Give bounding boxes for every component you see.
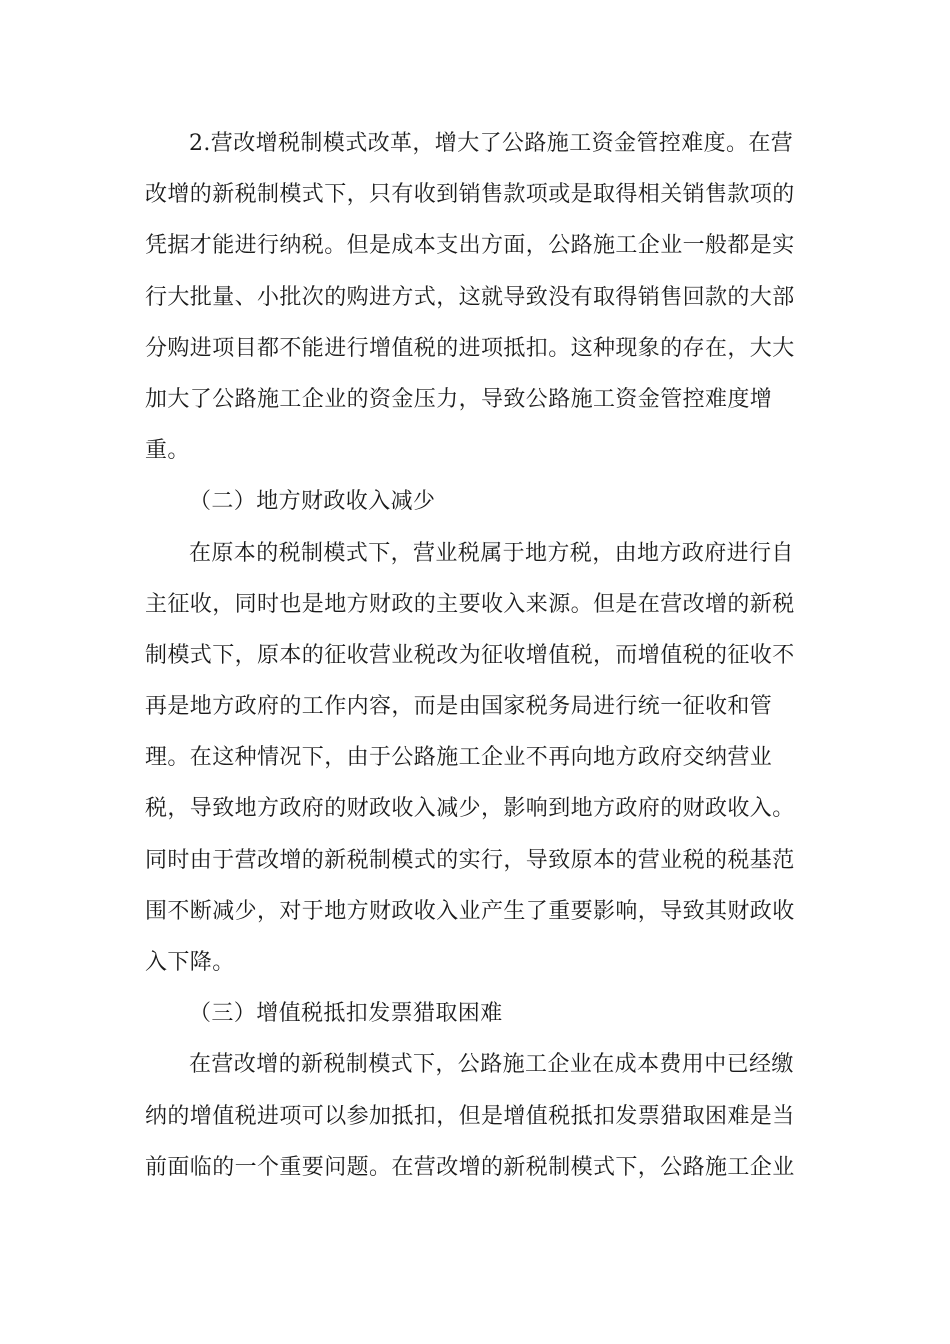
paragraph-3 (145, 1039, 800, 1193)
paragraph-line: 再是地方政府的工作内容，而是由国家税务局进行统一征收和管 (145, 694, 773, 720)
paragraph-line: 在营改增的新税制模式下，公路施工企业在成本费用中已经缴 (189, 1052, 794, 1078)
paragraph-line: 改增的新税制模式下，只有收到销售款项或是取得相关销售款项的 (145, 182, 795, 208)
paragraph-line: 前面临的一个重要问题。在营改增的新税制模式下，公路施工企业 (145, 1154, 795, 1180)
document-body (145, 118, 800, 1193)
paragraph-line: 纳的增值税进项可以参加抵扣，但是增值税抵扣发票猎取困难是当 (145, 1103, 795, 1129)
paragraph-line: 分购进项目都不能进行增值税的进项抵扣。这种现象的存在，大大 (145, 335, 795, 361)
paragraph-1 (145, 118, 800, 476)
paragraph-line: 税，导致地方政府的财政收入减少，影响到地方政府的财政收入。 (145, 796, 795, 822)
paragraph-line: 同时由于营改增的新税制模式的实行，导致原本的营业税的税基范 (145, 847, 795, 873)
section-heading-2: （二）地方财政收入减少 (189, 489, 436, 515)
paragraph-2 (145, 528, 800, 989)
paragraph-line: 加大了公路施工企业的资金压力，导致公路施工资金管控难度增 (145, 386, 773, 412)
paragraph-line: 理。在这种情况下，由于公路施工企业不再向地方政府交纳营业 (145, 745, 773, 771)
section-heading-3: （三）增值税抵扣发票猎取困难 (189, 1001, 503, 1027)
paragraph-line: 围不断减少，对于地方财政收入业产生了重要影响，导致其财政收 (145, 898, 795, 924)
paragraph-line: 2.营改增税制模式改革，增大了公路施工资金管控难度。在营 (189, 131, 794, 156)
paragraph-line: 在原本的税制模式下，营业税属于地方税，由地方政府进行自 (189, 540, 794, 566)
paragraph-line: 主征收，同时也是地方财政的主要收入来源。但是在营改增的新税 (145, 591, 795, 617)
paragraph-line: 制模式下，原本的征收营业税改为征收增值税，而增值税的征收不 (145, 642, 795, 668)
paragraph-line: 入下降。 (145, 950, 235, 975)
paragraph-line: 行大批量、小批次的购进方式，这就导致没有取得销售回款的大部 (145, 284, 795, 310)
paragraph-line: 凭据才能进行纳税。但是成本支出方面，公路施工企业一般都是实 (145, 233, 795, 259)
paragraph-line: 重。 (145, 438, 190, 464)
